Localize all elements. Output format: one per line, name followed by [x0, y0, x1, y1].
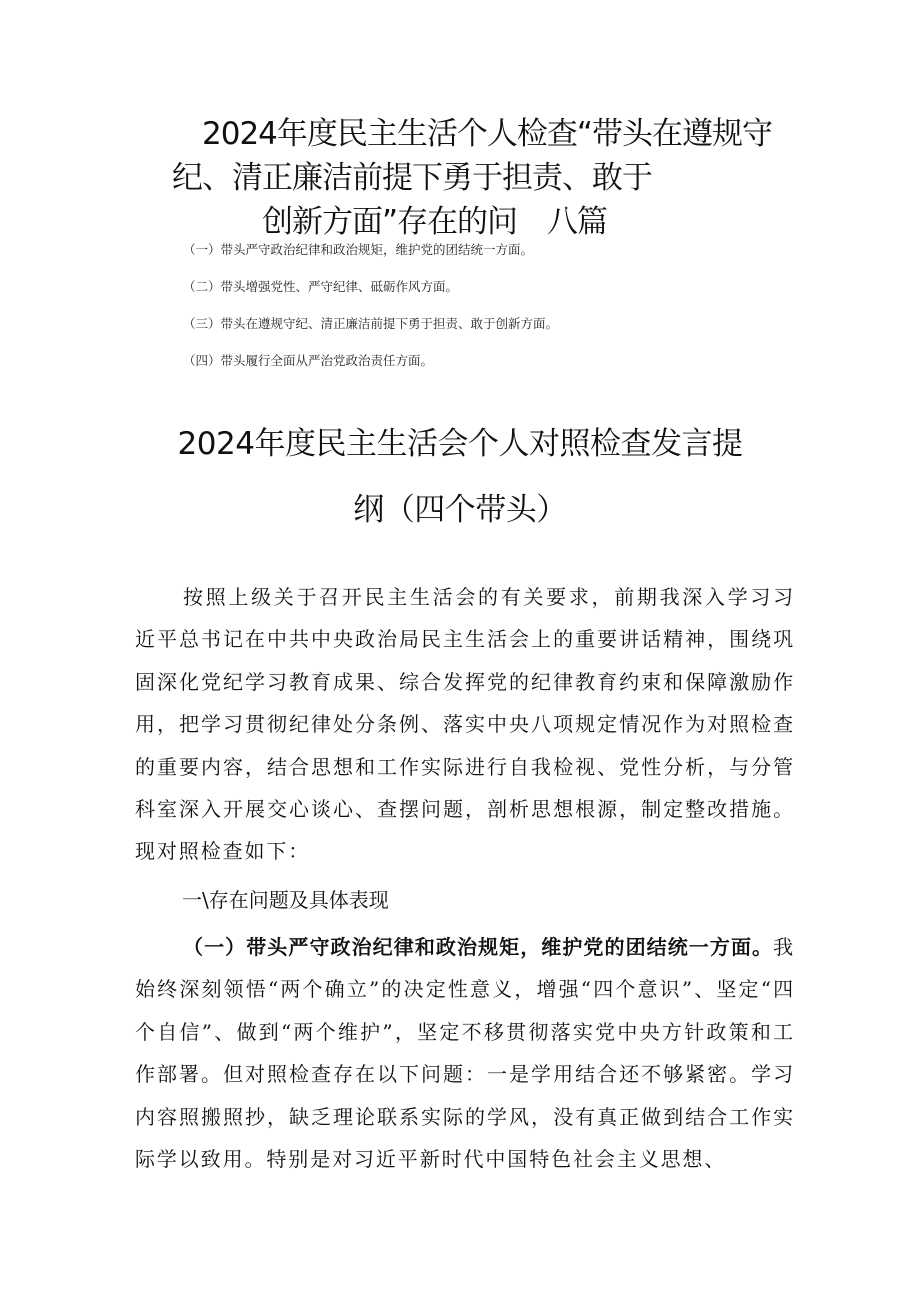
- toc-item: （二）带头增强党性、严守纪律、砥砺作风方面。: [183, 279, 459, 294]
- document-title-line-2: 纲（四个带头）: [353, 492, 567, 528]
- header-title-line-3: 创新方面”存在的问 八篇: [262, 204, 608, 240]
- subsection-paragraph: [135, 926, 795, 1226]
- subsection-lead: （一）带头严守政治纪律和政治规矩，维护党的团结统一方面。: [183, 935, 774, 959]
- header-title-line-2: 纪、清正廉洁前提下勇于担责、敢于: [172, 160, 652, 196]
- subsection-body: 我始终深刻领悟“两个确立”的决定性意义，增强“四个意识”、坚定“四个自信”、做到“两个维护”，坚定不移贯彻落实党中央方针政策和工作部署。但对照检查存在以下问题：一是学用结合还不够紧密。学习内容照搬照抄，缺乏理论联系实际的学风，没有真正做到结合工作实际学以致用。特别是对习近平新时代中国特色社会主义思想、: [135, 935, 795, 1172]
- intro-paragraph: 按照上级关于召开民主生活会的有关要求，前期我深入学习习近平总书记在中共中央政治局民主生活会上的重要讲话精神，围绕巩固深化党纪学习教育成果、综合发挥党的纪律教育约束和保障激励作用，把学习贯彻纪律处分条例、落实中央八项规定情况作为对照检查的重要内容，结合思想和工作实际进行自我检视、党性分析，与分管科室深入开展交心谈心、查摆问题，剖析思想根源，制定整改措施。现对照检查如下：: [135, 585, 795, 864]
- toc-item: （四）带头履行全面从严治党政治责任方面。: [183, 353, 434, 368]
- toc-item: （三）带头在遵规守纪、清正廉洁前提下勇于担责、敢于创新方面。: [183, 316, 559, 331]
- table-of-contents: [183, 240, 558, 388]
- document-title-line-1: 2024年度民主生活会个人对照检查发言提: [177, 426, 743, 462]
- section-heading: 一\存在问题及具体表现: [182, 888, 389, 912]
- header-title-line-1: 2024年度民主生活个人检查“带头在遵规守: [202, 116, 772, 152]
- toc-item: （一）带头严守政治纪律和政治规矩，维护党的团结统一方面。: [183, 242, 534, 257]
